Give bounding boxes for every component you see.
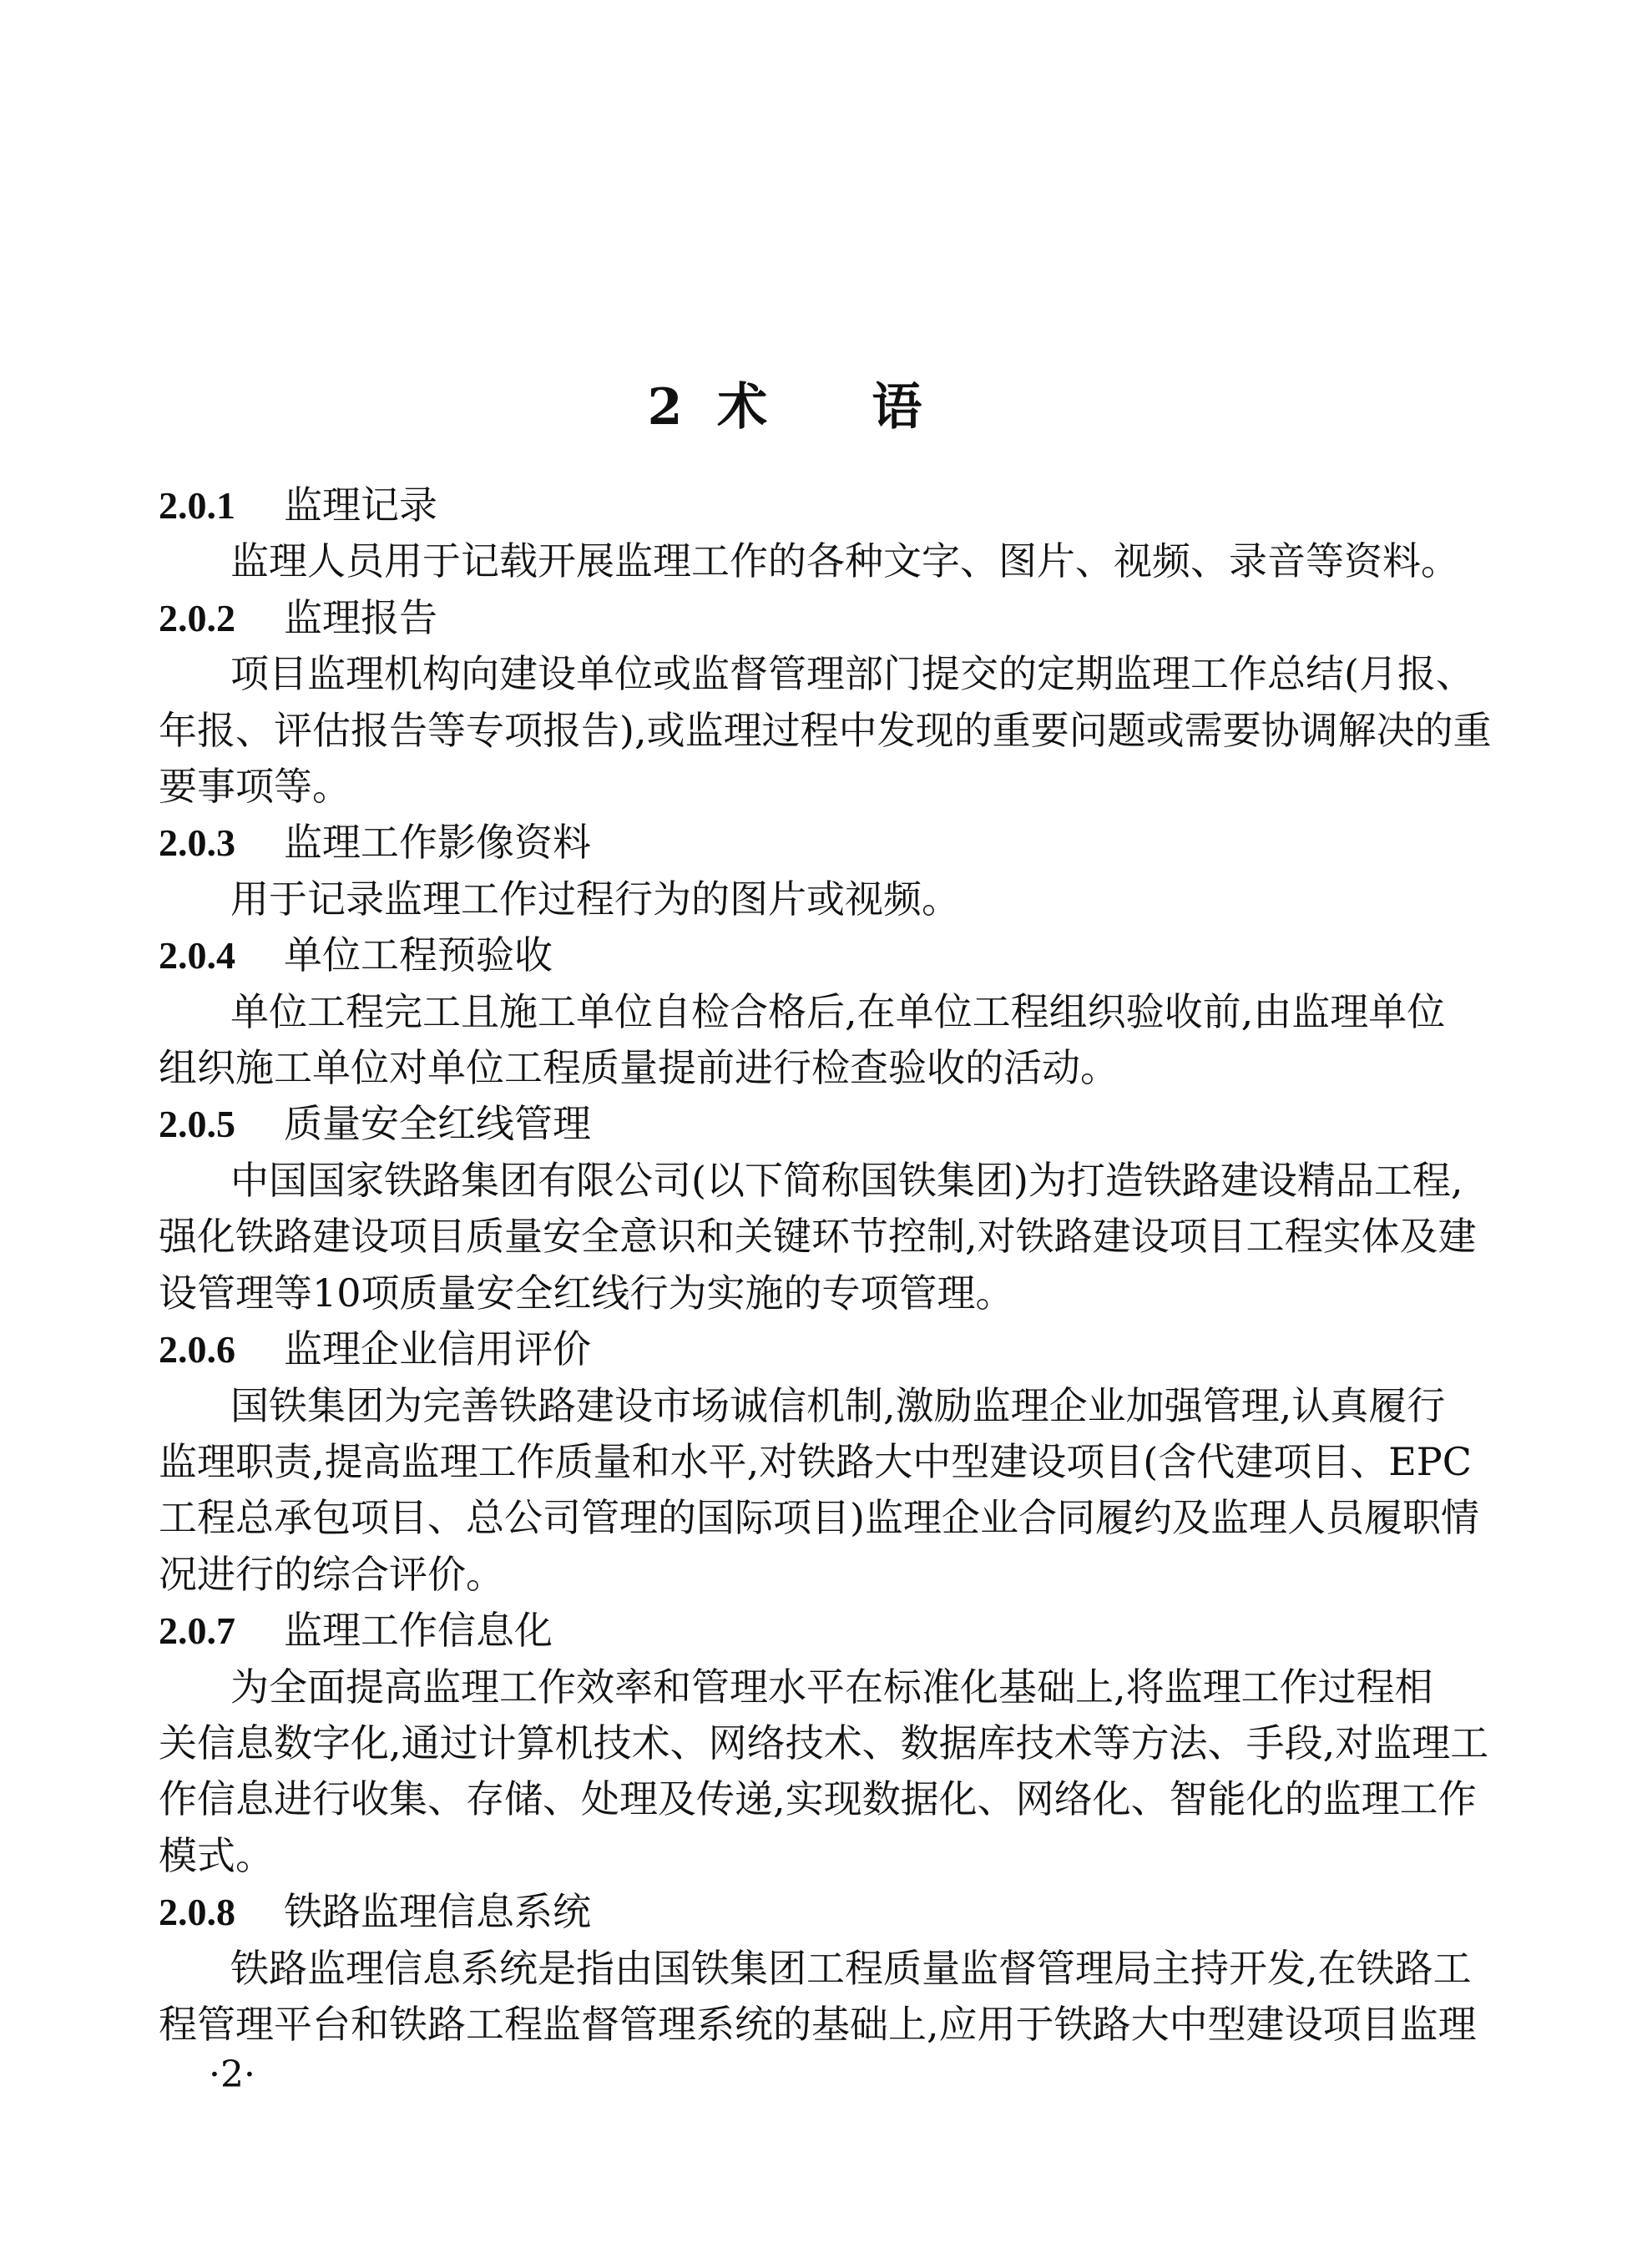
definition-line: 铁路监理信息系统是指由国铁集团工程质量监督管理局主持开发,在铁路工 — [230, 1945, 1472, 1991]
term-heading — [159, 815, 1424, 871]
definition-line: 用于记录监理工作过程行为的图片或视频。 — [230, 876, 960, 922]
definition-line: 中国国家铁路集团有限公司(以下简称国铁集团)为打造铁路建设精品工程, — [230, 1157, 1463, 1203]
term-heading — [159, 927, 1424, 983]
term-heading — [159, 1321, 1424, 1377]
term-section — [159, 1321, 1479, 1603]
term-heading — [159, 1096, 1424, 1152]
term-heading — [159, 477, 1424, 533]
definition-line: 组织施工单位对单位工程质量提前进行检查验收的活动。 — [159, 1045, 1119, 1091]
definition-line: 年报、评估报告等专项报告),或监理过程中发现的重要问题或需要协调解决的重 — [159, 707, 1492, 753]
term-number: 2.0.5 — [159, 1103, 235, 1146]
term-name: 监理工作信息化 — [284, 1608, 553, 1654]
term-name: 监理工作影像资料 — [284, 820, 591, 866]
definition-line: 国铁集团为完善铁路建设市场诚信机制,激励监理企业加强管理,认真履行 — [230, 1382, 1446, 1428]
term-name: 监理报告 — [284, 594, 437, 640]
term-name: 监理记录 — [284, 482, 437, 528]
definition-line: 作信息进行收集、存储、处理及传递,实现数据化、网络化、智能化的监理工作 — [159, 1776, 1477, 1822]
term-heading — [159, 1884, 1424, 1940]
definition-line: 监理职责,提高监理工作质量和水平,对铁路大中型建设项目(含代建项目、EPC — [159, 1438, 1472, 1484]
term-section — [159, 477, 1459, 590]
term-number: 2.0.4 — [159, 934, 235, 977]
term-section — [159, 1603, 1489, 1884]
term-name: 监理企业信用评价 — [284, 1326, 591, 1372]
definition-line: 模式。 — [159, 1832, 274, 1878]
definition-line: 要事项等。 — [159, 764, 351, 810]
definition-line: 工程总承包项目、总公司管理的国际项目)监理企业合同履约及监理人员履职情 — [159, 1495, 1479, 1541]
page-number: ·2· — [209, 2053, 255, 2096]
definition-line: 程管理平台和铁路工程监督管理系统的基础上,应用于铁路大中型建设项目监理 — [159, 2001, 1477, 2047]
term-heading — [159, 1603, 1424, 1659]
term-heading — [159, 590, 1424, 646]
chapter-title: 2 术 语 — [647, 378, 922, 437]
definition-line: 监理人员用于记载开展监理工作的各种文字、图片、视频、录音等资料。 — [230, 538, 1459, 584]
term-number: 2.0.3 — [159, 821, 235, 865]
term-name: 质量安全红线管理 — [284, 1101, 591, 1147]
term-name: 单位工程预验收 — [284, 932, 553, 978]
terms-list — [159, 477, 1492, 2053]
term-number: 2.0.8 — [159, 1891, 235, 1934]
definition-line: 设管理等10项质量安全红线行为实施的专项管理。 — [159, 1270, 1014, 1316]
definition-line: 况进行的综合评价。 — [159, 1551, 504, 1597]
term-section — [159, 927, 1446, 1096]
term-name: 铁路监理信息系统 — [284, 1889, 591, 1935]
definition-line: 强化铁路建设项目质量安全意识和关键环节控制,对铁路建设项目工程实体及建 — [159, 1214, 1477, 1260]
term-section — [159, 1884, 1477, 2053]
definition-line: 为全面提高监理工作效率和管理水平在标准化基础上,将监理工作过程相 — [230, 1664, 1433, 1710]
term-section — [159, 1096, 1477, 1321]
term-number: 2.0.2 — [159, 596, 235, 639]
term-number: 2.0.1 — [159, 484, 235, 527]
definition-line: 单位工程完工且施工单位自检合格后,在单位工程组织验收前,由监理单位 — [230, 988, 1446, 1034]
term-section — [159, 590, 1492, 816]
term-number: 2.0.7 — [159, 1609, 235, 1653]
term-number: 2.0.6 — [159, 1328, 235, 1371]
definition-line: 项目监理机构向建设单位或监督管理部门提交的定期监理工作总结(月报、 — [230, 651, 1474, 697]
definition-line: 关信息数字化,通过计算机技术、网络技术、数据库技术等方法、手段,对监理工 — [159, 1720, 1489, 1765]
term-section — [159, 815, 1424, 927]
